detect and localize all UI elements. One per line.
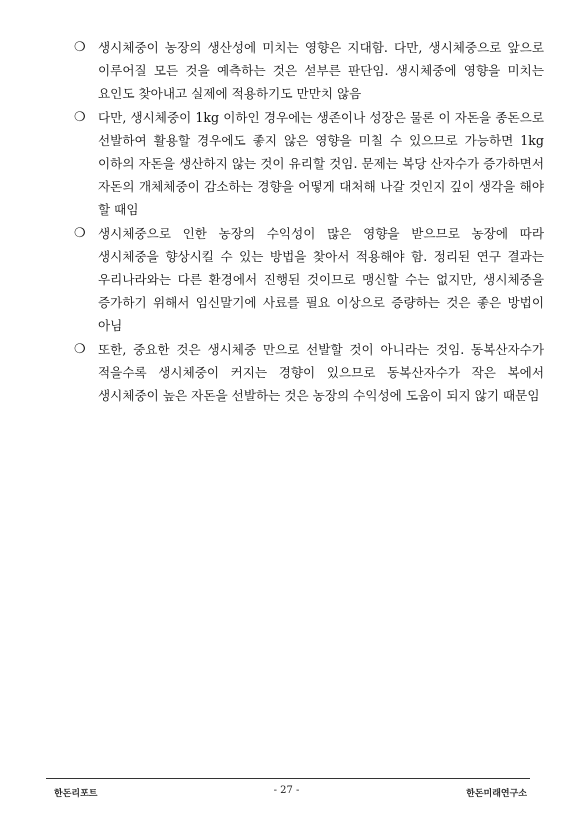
paragraph-text: 생시체중이 농장의 생산성에 미치는 영향은 지대함. 다만, 생시체중으로 앞으로 이루어질 모든 것을 예측하는 것은 섣부른 판단임. 생시체중에 영향을 미치는 요인도 찾아내고 실제에 적용하기도 만만치 않음: [98, 40, 544, 102]
bullet-circle-icon: ❍: [74, 40, 86, 55]
bullet-circle-icon: ❍: [74, 341, 86, 357]
footer-institute-name: 한돈미래연구소: [466, 789, 527, 799]
paragraph-text: 다만, 생시체중이 1kg 이하인 경우에는 생존이나 성장은 물론 이 자돈을 종돈으로 선발하여 활용할 경우에도 좋지 않은 영향을 미칠 수 있으므로 가능하면 1kg 이하의 자돈을 생산하지 않는 것이 유리할 것임. 문제는 복당 산자수가 증가하면서 자돈의 개체체중이 감소하는 경향을 어떻게 대처해 나갈 것인지 깊이 생각을 해야 할 때임: [98, 109, 544, 218]
bullet-item-1: [74, 36, 544, 106]
paragraph-text: 생시체중으로 인한 농장의 수익성이 많은 영향을 받으므로 농장에 따라 생시체중을 향상시킬 수 있는 방법을 찾아서 적용해야 함. 정리된 연구 결과는 우리나라와는 다른 환경에서 진행된 것이므로 맹신할 수는 없지만, 생시체중을 증가하기 위해서 임신말기에 사료를 필요 이상으로 증량하는 것은 좋은 방법이 아님: [98, 225, 544, 334]
page-number: - 27 -: [273, 785, 300, 796]
bullet-circle-icon: ❍: [74, 225, 86, 241]
bullet-item-4: [74, 338, 544, 408]
bullet-item-2: [74, 106, 544, 222]
paragraph-text: 또한, 중요한 것은 생시체중 만으로 선발할 것이 아니라는 것임. 동복산자수가 적을수록 생시체중이 커지는 경향이 있으므로 동복산자수가 작은 복에서 생시체중이 높은 자돈을 선발하는 것은 농장의 수익성에 도움이 되지 않기 때문임: [98, 341, 544, 404]
bullet-circle-icon: ❍: [74, 109, 86, 125]
footer-publication-name: 한돈리포트: [54, 789, 98, 799]
bullet-list: [74, 36, 544, 407]
footer-divider: [46, 778, 530, 779]
bullet-item-3: [74, 222, 544, 338]
